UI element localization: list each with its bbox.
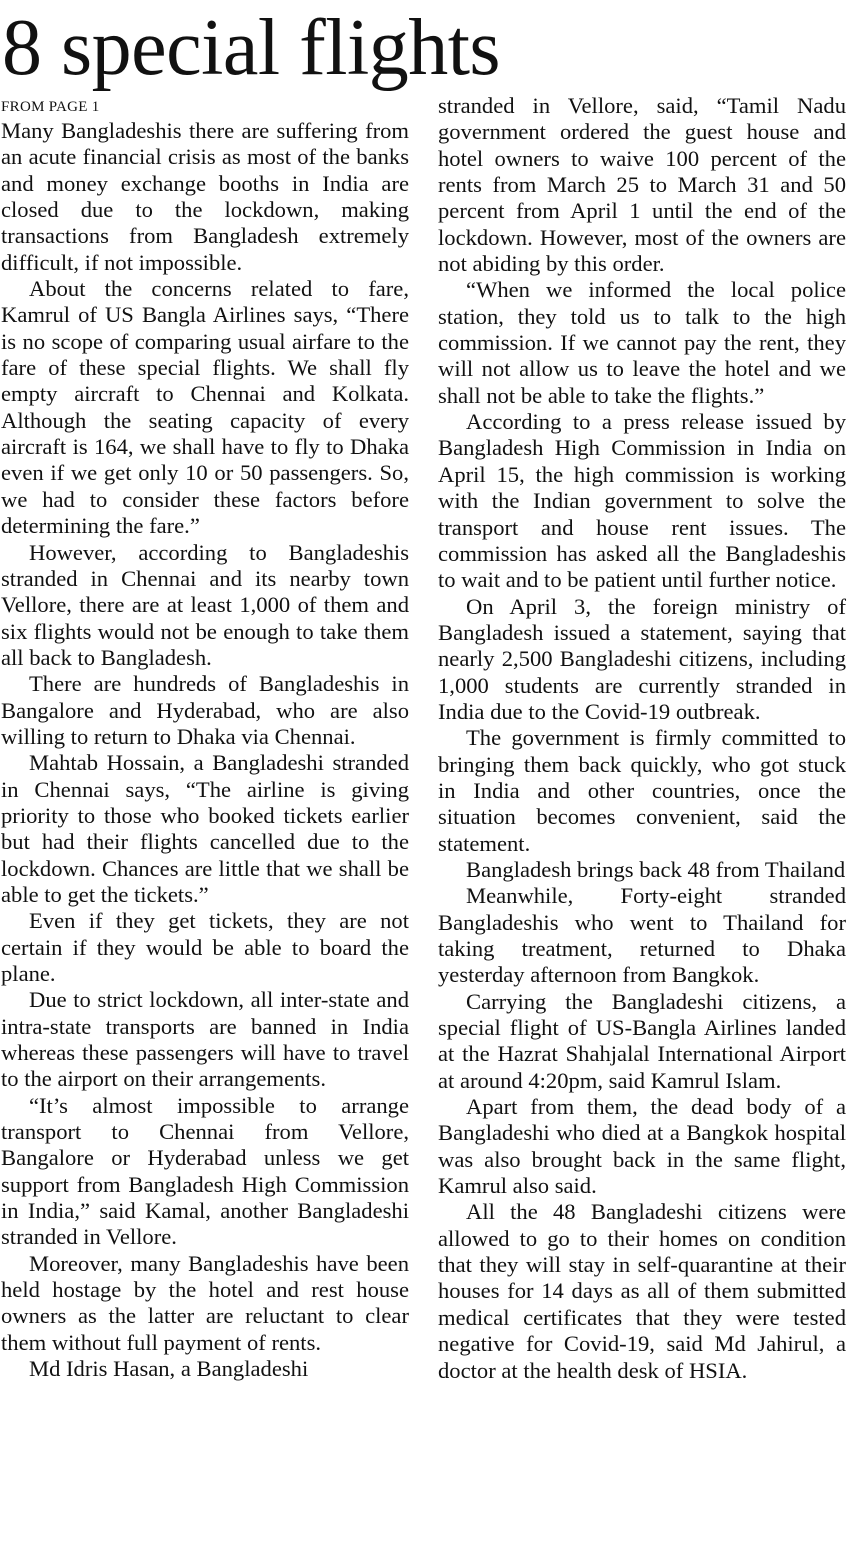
paragraph: stranded in Vellore, said, “Tamil Nadu government ordered the guest house and hotel owners to waive 100 percent of the rents from March 25 to March 31 and 50 percent from April 1 until the end of the lockdown. However, most of the owners are not abiding by this order. (438, 93, 846, 277)
paragraph: The government is firmly committed to bringing them back quickly, who got stuck in India and other countries, once the situation becomes convenient, said the statement. (438, 725, 846, 856)
paragraph: According to a press release issued by Bangladesh High Commission in India on April 15, the high commission is working with the Indian government to solve the transport and house rent issues. The commission has asked all the Bangladeshis to wait and to be patient until further notice. (438, 409, 846, 593)
paragraph: Due to strict lockdown, all inter-state and intra-state transports are banned in India whereas these passengers will have to travel to the airport on their arrangements. (1, 987, 409, 1092)
paragraph: “When we informed the local police station, they told us to talk to the high commission. If we cannot pay the rent, they will not allow us to leave the hotel and we shall not be able to take the flights.” (438, 277, 846, 408)
paragraph: All the 48 Bangladeshi citizens were allowed to go to their homes on condition that they will stay in self-quarantine at their houses for 14 days as all of them submitted medical certificates that they were tested negative for Covid-19, said Md Jahirul, a doctor at the health desk of HSIA. (438, 1199, 846, 1383)
paragraph: Meanwhile, Forty-eight stranded Bangladeshis who went to Thailand for taking treatment, returned to Dhaka yesterday afternoon from Bangkok. (438, 883, 846, 988)
left-column (1, 94, 409, 1383)
continuation-kicker: FROM PAGE 1 (1, 99, 100, 115)
paragraph: “It’s almost impossible to arrange transport to Chennai from Vellore, Bangalore or Hyderabad unless we get support from Bangladesh High Commission in India,” said Kamal, another Bangladeshi stranded in Vellore. (1, 1092, 409, 1250)
headline: 8 special flights (2, 4, 501, 92)
subheading: Bangladesh brings back 48 from Thailand (466, 856, 846, 882)
paragraph: Carrying the Bangladeshi citizens, a special flight of US-Bangla Airlines landed at the Hazrat Shahjalal International Airport at around 4:20pm, said Kamrul Islam. (438, 988, 846, 1093)
paragraph: Md Idris Hasan, a Bangladeshi (29, 1356, 309, 1382)
paragraph: On April 3, the foreign ministry of Bangladesh issued a statement, saying that nearly 2,500 Bangladeshi citizens, including 1,000 students are currently stranded in India due to the Covid-19 outbreak. (438, 593, 846, 724)
right-column (438, 93, 846, 1384)
paragraph: Many Bangladeshis there are suffering from an acute financial crisis as most of the banks and money exchange booths in India are closed due to the lockdown, making transactions from Bangladesh extremely difficult, if not impossible. (1, 118, 409, 275)
paragraph: Mahtab Hossain, a Bangladeshi stranded in Chennai says, “The airline is giving priority to those who booked tickets earlier but had their flights cancelled due to the lockdown. Chances are little that we shall be able to get the tickets.” (1, 750, 409, 907)
paragraph: There are hundreds of Bangladeshis in Bangalore and Hyderabad, who are also willing to return to Dhaka via Chennai. (1, 671, 409, 749)
paragraph: However, according to Bangladeshis stranded in Chennai and its nearby town Vellore, there are at least 1,000 of them and six flights would not be enough to take them all back to Bangladesh. (1, 539, 409, 670)
paragraph: About the concerns related to fare, Kamrul of US Bangla Airlines says, “There is no scope of comparing usual airfare to the fare of these special flights. We shall fly empty aircraft to Chennai and Kolkata. Although the seating capacity of every aircraft is 164, we shall have to fly to Dhaka even if we get only 10 or 50 passengers. So, we had to consider these factors before determining the fare.” (1, 276, 409, 539)
paragraph: Apart from them, the dead body of a Bangladeshi who died at a Bangkok hospital was also brought back in the same flight, Kamrul also said. (438, 1094, 846, 1199)
paragraph: Moreover, many Bangladeshis have been held hostage by the hotel and rest house owners as the latter are reluctant to clear them without full payment of rents. (1, 1250, 409, 1355)
paragraph: Even if they get tickets, they are not certain if they would be able to board the plane. (1, 908, 409, 986)
